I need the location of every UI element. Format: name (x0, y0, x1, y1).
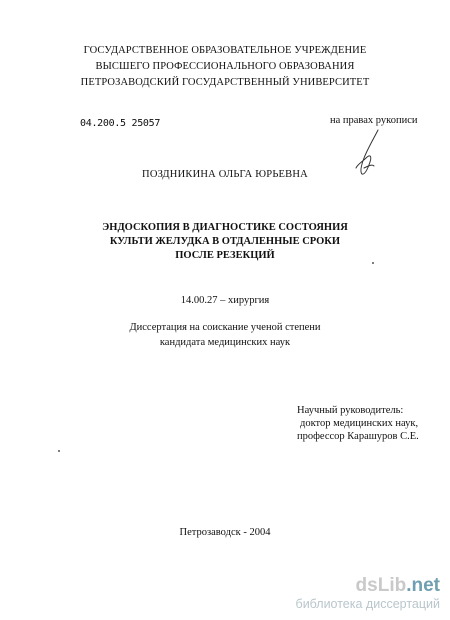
watermark-subtitle: библиотека диссертаций (295, 597, 440, 611)
institution-line-1: ГОСУДАРСТВЕННОЕ ОБРАЗОВАТЕЛЬНОЕ УЧРЕЖДЕНИЕ (83, 45, 367, 56)
city-year: Петрозаводск - 2004 (179, 527, 271, 538)
watermark-logo: dsLib.net (355, 575, 440, 596)
rights-note: на правах рукописи (330, 115, 418, 126)
dissertation-title-line-2: КУЛЬТИ ЖЕЛУДКА В ОТДАЛЕННЫЕ СРОКИ (109, 236, 341, 247)
institution-line-2: ВЫСШЕГО ПРОФЕССИОНАЛЬНОГО ОБРАЗОВАНИЯ (95, 61, 355, 72)
degree-line-2: кандидата медицинских наук (159, 337, 291, 348)
author-name: ПОЗДНИКИНА ОЛЬГА ЮРЬЕВНА (142, 169, 308, 180)
dslib-watermark (296, 576, 440, 612)
specialty-code: 14.00.27 – хирургия (180, 295, 270, 306)
dissertation-title-line-1: ЭНДОСКОПИЯ В ДИАГНОСТИКЕ СОСТОЯНИЯ (102, 222, 348, 233)
degree-line-1: Диссертация на соискание ученой степени (129, 322, 321, 333)
institution-line-3: ПЕТРОЗАВОДСКИЙ ГОСУДАРСТВЕННЫЙ УНИВЕРСИТЕТ (80, 77, 370, 88)
registration-number: 04.200.5 25057 (80, 118, 161, 129)
scan-speck (372, 262, 374, 264)
supervisor-degree: доктор медицинских наук, (300, 418, 419, 429)
supervisor-name: профессор Карашуров С.Е. (297, 431, 419, 442)
scan-speck (58, 450, 60, 452)
supervisor-label: Научный руководитель: (297, 405, 404, 416)
dissertation-title-line-3: ПОСЛЕ РЕЗЕКЦИЙ (175, 250, 275, 261)
